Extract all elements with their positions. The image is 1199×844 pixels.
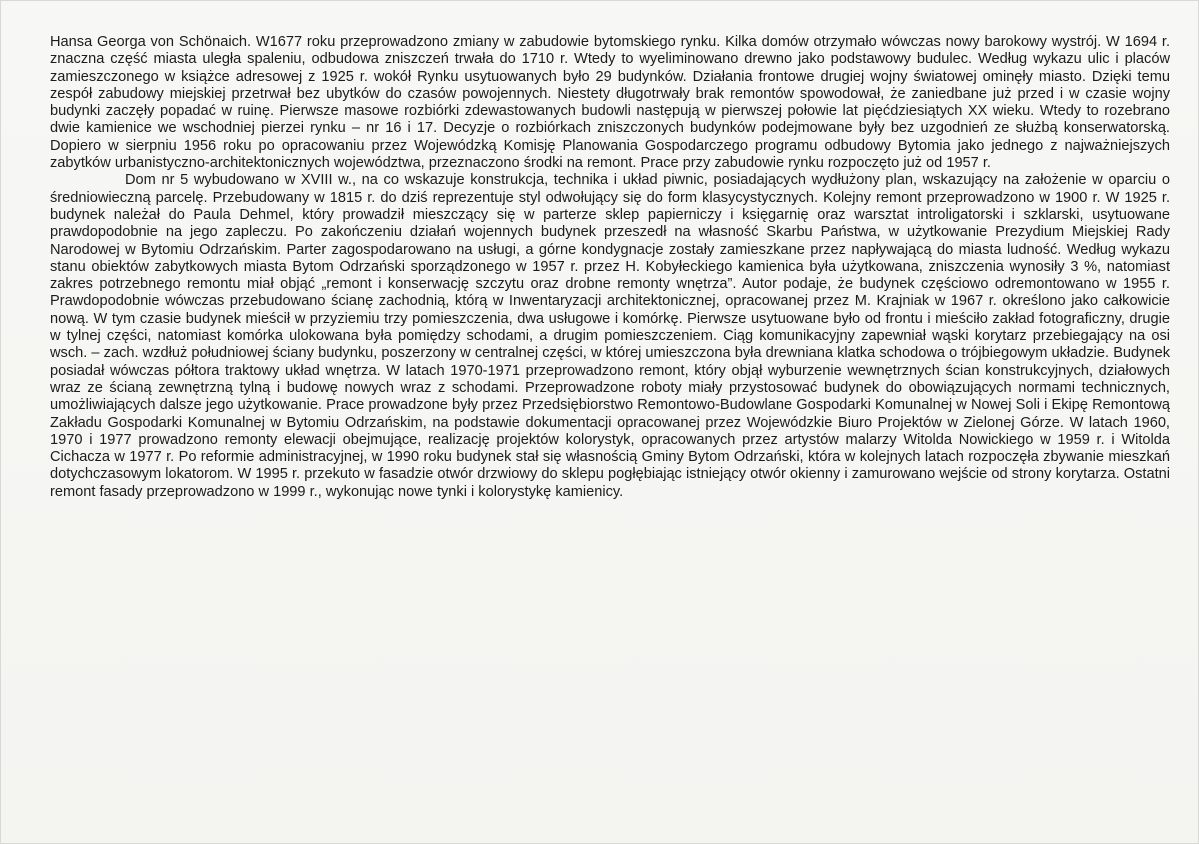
paragraph-history-market: Hansa Georga von Schönaich. W1677 roku przeprowadzono zmiany w zabudowie bytomskiego rynku. Kilka domów otrzymało wówczas nowy barokowy wystrój. W 1694 r. znaczna część miasta uległa spaleniu, odbudowa zniszczeń trwała do 1710 r. Wtedy to wyeliminowano drewno jako podstawowy budulec. Według wykazu ulic i placów zamieszczonego w książce adresowej z 1925 r. wokół Rynku usytuowanych było 29 budynków. Działania frontowe drugiej wojny światowej ominęły miasto. Dzięki temu zespół zabudowy miejskiej przetrwał bez ubytków do czasów powojennych. Niestety długotrwały brak remontów spowodował, że zaniedbane już przed i w czasie wojny budynki zaczęły popadać w ruinę. Pierwsze masowe rozbiórki zdewastowanych budowli następują w pierwszej połowie lat pięćdziesiątych XX wieku. Wtedy to rozebrano dwie kamienice we wschodniej pierzei rynku – nr 16 i 17. Decyzje o rozbiórkach zniszczonych budynków podejmowane były bez uzgodnień ze służbą konserwatorską. Dopiero w sierpniu 1956 roku po opracowaniu przez Wojewódzką Komisję Planowania Gospodarczego programu odbudowy Bytomia jako jednego z najważniejszych zabytków urbanistyczno-architektonicznych województwa, przeznaczono środki na remont. Prace przy zabudowie rynku rozpoczęto już od 1957 r. [50, 34, 1170, 172]
document-body [50, 34, 1170, 501]
paragraph-house-no-5: Dom nr 5 wybudowano w XVIII w., na co wskazuje konstrukcja, technika i układ piwnic, posiadających wydłużony plan, wskazujący na założenie w oparciu o średniowieczną parcelę. Przebudowany w 1815 r. do dziś reprezentuje styl odwołujący się do form klasycystycznych. Kolejny remont przeprowadzono w 1900 r. W 1925 r. budynek należał do Paula Dehmel, który prowadził mieszczący się w parterze sklep papierniczy i księgarnię oraz warsztat introligatorski i szklarski, usytuowane prawdopodobnie na jego zapleczu. Po zakończeniu działań wojennych budynek przeszedł na własność Skarbu Państwa, w użytkowanie Prezydium Miejskiej Rady Narodowej w Bytomiu Odrzańskim. Parter zagospodarowano na usługi, a górne kondygnacje zostały zamieszkane przez napływającą do miasta ludność. Według wykazu stanu obiektów zabytkowych miasta Bytom Odrzański sporządzonego w 1957 r. przez H. Kobyłeckiego kamienica była użytkowana, zniszczenia wynosiły 3 %, natomiast zakres potrzebnego remontu miał objąć „remont i konserwację szczytu oraz drobne remonty wnętrza”. Autor podaje, że budynek częściowo odremontowano w 1955 r. Prawdopodobnie wówczas przebudowano ścianę zachodnią, którą w Inwentaryzacji architektonicznej, opracowanej przez M. Krajniak w 1967 r. określono jako całkowicie nową. W tym czasie budynek mieścił w przyziemiu trzy pomieszczenia, dwa usługowe i komórkę. Pierwsze usytuowane było od frontu i mieściło zakład fotograficzny, drugie w tylnej części, natomiast komórka ulokowana była pomiędzy schodami, a drugim pomieszczeniem. Ciąg komunikacyjny zapewniał wąski korytarz przebiegający na osi wsch. – zach. wzdłuż południowej ściany budynku, poszerzony w centralnej części, w której umieszczona była drewniana klatka schodowa o trójbiegowym układzie. Budynek posiadał wówczas półtora traktowy układ wnętrza. W latach 1970-1971 przeprowadzono remont, który objął wyburzenie wewnętrznych ścian konstrukcyjnych, działowych wraz ze ścianą zewnętrzną tylną i budowę nowych wraz z schodami. Przeprowadzone roboty miały przystosować budynek do obowiązujących normami technicznych, umożliwiających dalsze jego użytkowanie. Prace prowadzone były przez Przedsiębiorstwo Remontowo-Budowlane Gospodarki Komunalnej w Nowej Soli i Ekipę Remontową Zakładu Gospodarki Komunalnej w Bytomiu Odrzańskim, na podstawie dokumentacji opracowanej przez Wojewódzkie Biuro Projektów w Zielonej Górze. W latach 1960, 1970 i 1977 prowadzono remonty elewacji obejmujące, realizację projektów kolorystyk, opracowanych przez artystów malarzy Witolda Nowickiego w 1959 r. i Witolda Cichacza w 1977 r. Po reformie administracyjnej, w 1990 roku budynek stał się własnością Gminy Bytom Odrzański, która w kolejnych latach rozpoczęła zbywanie mieszkań dotychczasowym lokatorom. W 1995 r. przekuto w fasadzie otwór drzwiowy do sklepu pogłębiając istniejący otwór okienny i zamurowano wejście od strony korytarza. Ostatni remont fasady przeprowadzono w 1999 r., wykonując nowe tynki i kolorystykę kamienicy. [50, 172, 1170, 500]
